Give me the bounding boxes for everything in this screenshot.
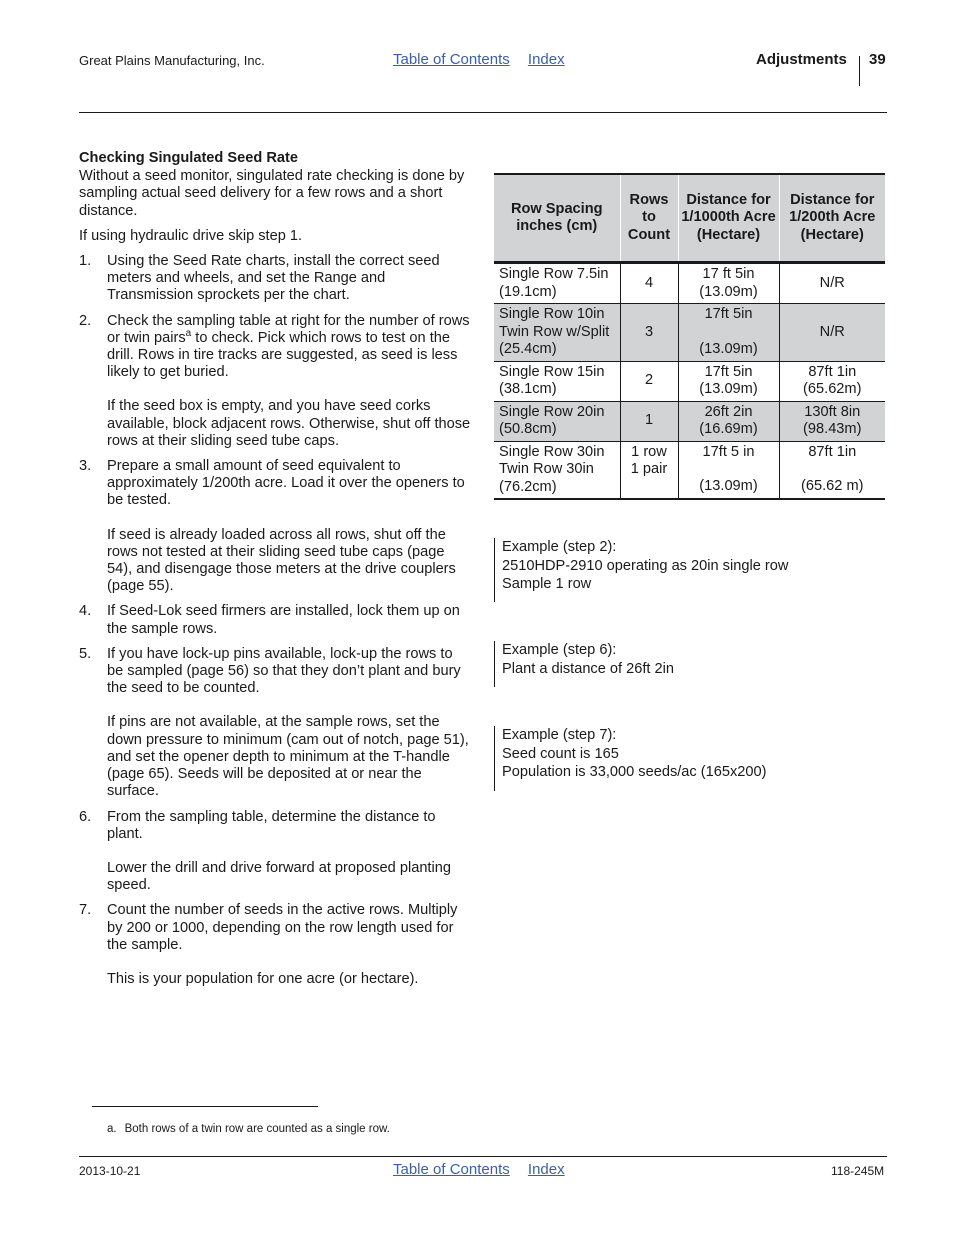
- page-number: 39: [869, 51, 886, 68]
- hydraulic-note: If using hydraulic drive skip step 1.: [79, 227, 303, 244]
- step-item: [79, 458, 471, 595]
- step-number: 3.: [79, 458, 92, 475]
- cell-distance-200: 130ft 8in (98.43m): [779, 401, 885, 441]
- example-line: Seed count is 165: [502, 745, 619, 762]
- step-number: 7.: [79, 902, 92, 919]
- header-nav: [393, 51, 579, 68]
- step-number: 1.: [79, 253, 92, 270]
- example-line: Example (step 6):: [502, 642, 617, 658]
- toc-link[interactable]: Table of Contents: [393, 51, 510, 68]
- step-subtext: Lower the drill and drive forward at proposed planting speed.: [107, 859, 451, 894]
- step-item: [79, 253, 471, 305]
- table-row: [494, 361, 885, 401]
- example-step-7: [494, 726, 842, 791]
- table-row: [494, 304, 885, 362]
- company-name: Great Plains Manufacturing, Inc.: [79, 53, 265, 68]
- table-row: [494, 401, 885, 441]
- example-line: 2510HDP-2910 operating as 20in single row: [502, 557, 789, 574]
- step-text: From the sampling table, determine the distance to plant.: [107, 808, 436, 842]
- step-text: Using the Seed Rate charts, install the correct seed meters and wheels, and set the Range and Transmission sprockets per the chart.: [107, 253, 440, 304]
- footnote-mark: a.: [107, 1123, 117, 1135]
- section-title: Adjustments: [756, 51, 847, 68]
- step-list: [79, 253, 471, 988]
- step-text-part: to check. Pick which rows to test on the drill. Rows in tire tracks are suggested, as seed is less likely to get buried.: [107, 329, 458, 381]
- cell-distance-200: 87ft 1in (65.62m): [779, 361, 885, 401]
- header-rows-to-count: Rows to Count: [620, 174, 678, 263]
- step-number: 4.: [79, 603, 92, 620]
- cell-distance-200-metric: (65.62 m): [801, 478, 864, 495]
- footer-rule: [79, 1156, 887, 1157]
- example-step-2: [494, 538, 842, 602]
- header-rule: [79, 112, 887, 113]
- cell-distance-200: N/R: [819, 274, 845, 291]
- example-line: Plant a distance of 26ft 2in: [502, 660, 674, 677]
- example-step-6: [494, 641, 842, 687]
- cell-distance-1000: 17 ft 5in (13.09m): [678, 263, 779, 304]
- footnote: [107, 1123, 390, 1135]
- step-item: [79, 603, 471, 637]
- document-number: 118-245M: [831, 1164, 885, 1178]
- header-divider: [859, 56, 860, 86]
- example-line: Population is 33,000 seeds/ac (165x200): [502, 764, 767, 780]
- step-text: Prepare a small amount of seed equivalent to approximately 1/200th acre. Load it over the openers to be tested.: [107, 458, 465, 509]
- cell-row-spacing: Single Row 30in Twin Row 30in (76.2cm): [494, 441, 620, 499]
- step-subtext: If the seed box is empty, and you have seed corks available, block adjacent rows. Otherwise, shut off those rows at their sliding seed tube caps.: [107, 398, 471, 449]
- footer-index-link[interactable]: Index: [527, 1161, 565, 1178]
- step-number: 2.: [79, 312, 92, 329]
- step-number: 6.: [79, 808, 92, 825]
- table-row: [494, 263, 885, 304]
- footnote-rule: [92, 1106, 318, 1107]
- cell-row-spacing: Single Row 7.5in (19.1cm): [494, 263, 620, 304]
- header-distance-200: Distance for 1/200th Acre (Hectare): [779, 174, 885, 263]
- cell-distance-1000-metric: (13.09m): [699, 340, 758, 357]
- cell-row-spacing: Single Row 10in Twin Row w/Split (25.4cm): [494, 304, 620, 362]
- step-text: [107, 313, 471, 382]
- cell-rows-to-count: 2: [620, 361, 678, 401]
- cell-distance-200: [779, 441, 885, 499]
- footer-date: 2013-10-21: [79, 1164, 141, 1178]
- cell-row-spacing: Single Row 20in (50.8cm): [494, 401, 620, 441]
- table-row: [494, 441, 885, 499]
- cell-distance-1000-imperial: 17ft 5in: [704, 306, 753, 323]
- header-distance-1000: Distance for 1/1000th Acre (Hectare): [678, 174, 779, 263]
- step-text: If you have lock-up pins available, lock-up the rows to be sampled (page 56) so that they don’t plant and bury the seed to be counted.: [107, 645, 461, 697]
- cell-rows-to-count: 4: [620, 263, 678, 304]
- example-line: Example (step 7):: [502, 727, 617, 743]
- footnote-text: Both rows of a twin row are counted as a single row.: [124, 1123, 390, 1135]
- intro-paragraph: Without a seed monitor, singulated rate checking is done by sampling actual seed delivery for a few rows and a short distance.: [79, 168, 465, 219]
- step-text: If Seed-Lok seed firmers are installed, lock them up on the sample rows.: [107, 603, 460, 637]
- step-item: [79, 809, 471, 895]
- index-link[interactable]: Index: [527, 51, 565, 68]
- cell-rows-to-count: 1: [620, 401, 678, 441]
- main-column: [79, 150, 471, 996]
- cell-distance-1000-metric: (13.09m): [699, 478, 758, 495]
- step-subtext: If seed is already loaded across all rows, shut off the rows not tested at their sliding seed tube caps (page 54), and disengage those meters at the drive couplers (page 55).: [107, 526, 456, 595]
- step-text-part: Check the sampling table at right for the number of rows or twin pairs: [107, 312, 470, 346]
- step-subtext: If pins are not available, at the sample rows, set the down pressure to minimum (cam out of notch, page 51), and set the opener depth to minimum at the T-handle (page 65). Seeds will be deposited at or near the surface.: [107, 714, 469, 800]
- step-text: Count the number of seeds in the active rows. Multiply by 200 or 1000, depending on the row length used for the sample.: [107, 902, 458, 953]
- step-item: [79, 313, 471, 450]
- footnote-reference: a: [185, 327, 192, 339]
- cell-distance-200: N/R: [779, 304, 885, 362]
- cell-rows-to-count: 1 row 1 pair: [620, 441, 678, 499]
- cell-distance-1000: [678, 441, 779, 499]
- header-row-spacing: Row Spacing inches (cm): [494, 174, 620, 263]
- step-item: [79, 646, 471, 801]
- cell-distance-1000: [678, 304, 779, 362]
- footer-toc-link[interactable]: Table of Contents: [393, 1161, 510, 1178]
- footer-nav: [393, 1161, 579, 1178]
- step-item: [79, 902, 471, 988]
- section-heading: Checking Singulated Seed Rate: [79, 150, 298, 166]
- step-subtext: This is your population for one acre (or hectare).: [107, 970, 419, 987]
- cell-distance-1000: 26ft 2in (16.69m): [678, 401, 779, 441]
- table-header-row: [494, 174, 885, 263]
- cell-rows-to-count: 3: [620, 304, 678, 362]
- example-line: Sample 1 row: [502, 576, 592, 592]
- sampling-table: [494, 173, 885, 500]
- cell-distance-1000-imperial: 17ft 5 in: [702, 443, 755, 460]
- example-line: Example (step 2):: [502, 539, 617, 555]
- cell-distance-1000: 17ft 5in (13.09m): [678, 361, 779, 401]
- step-number: 5.: [79, 645, 92, 662]
- cell-row-spacing: Single Row 15in (38.1cm): [494, 361, 620, 401]
- cell-distance-200-imperial: 87ft 1in: [808, 443, 857, 460]
